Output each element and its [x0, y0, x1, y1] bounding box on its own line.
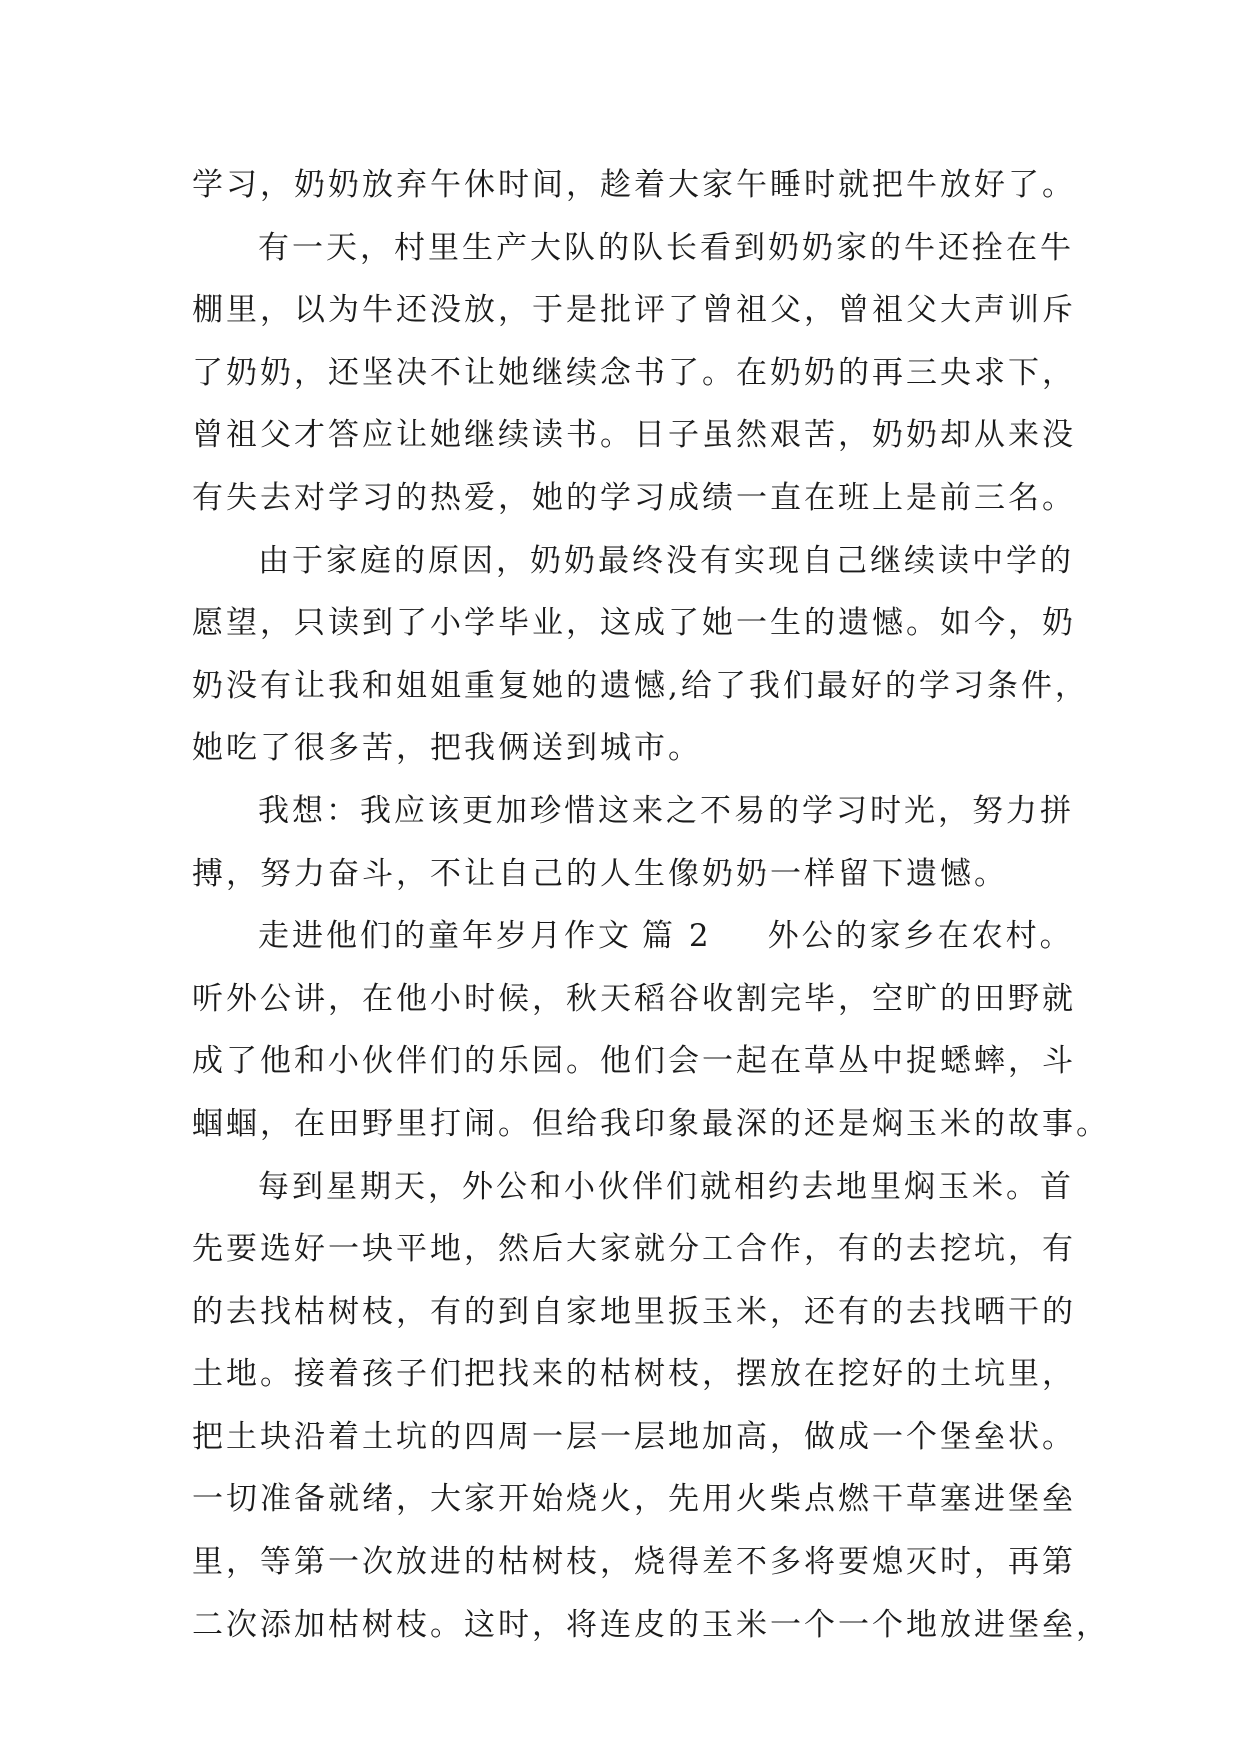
heading-continuation: 外公的家乡在农村。	[767, 918, 1074, 955]
essay-text	[192, 154, 1110, 1656]
text-line: 愿望，只读到了小学毕业，这成了她一生的遗憾。如今，奶	[192, 605, 1076, 642]
text-line: 听外公讲，在他小时候，秋天稻谷收割完毕，空旷的田野就	[192, 980, 1076, 1017]
text-line: 把土块沿着土坑的四周一层一层地加高，做成一个堡垒状。	[192, 1418, 1076, 1455]
text-line: 蝈蝈，在田野里打闹。但给我印象最深的还是焖玉米的故事。	[192, 1105, 1110, 1142]
text-line: 棚里，以为牛还没放，于是批评了曾祖父，曾祖父大声训斥	[192, 292, 1076, 329]
text-line: 了奶奶，还坚决不让她继续念书了。在奶奶的再三央求下，	[192, 354, 1076, 391]
text-line: 曾祖父才答应让她继续读书。日子虽然艰苦，奶奶却从来没	[192, 417, 1076, 454]
essay-title: 走进他们的童年岁月作文	[258, 918, 632, 955]
text-line: 里，等第一次放进的枯树枝，烧得差不多将要熄灭时，再第	[192, 1544, 1076, 1581]
text-line: 二次添加枯树枝。这时，将连皮的玉米一个一个地放进堡垒，	[192, 1606, 1110, 1643]
text-line: 学习，奶奶放弃午休时间，趁着大家午睡时就把牛放好了。	[192, 167, 1076, 203]
text-line: 奶没有让我和姐姐重复她的遗憾,给了我们最好的学习条件，	[192, 667, 1089, 704]
text-line: 的去找枯树枝，有的到自家地里扳玉米，还有的去找晒干的	[192, 1293, 1076, 1330]
text-line: 由于家庭的原因，奶奶最终没有实现自己继续读中学的	[258, 542, 1074, 579]
text-line: 一切准备就绪，大家开始烧火，先用火柴点燃干草塞进堡垒	[192, 1481, 1076, 1518]
essay-heading-line	[192, 905, 1074, 968]
text-line: 成了他和小伙伴们的乐园。他们会一起在草丛中捉蟋蟀，斗	[192, 1043, 1076, 1080]
text-line: 有一天，村里生产大队的队长看到奶奶家的牛还拴在牛	[258, 229, 1074, 266]
text-line: 我想：我应该更加珍惜这来之不易的学习时光，努力拼	[258, 792, 1074, 829]
text-line: 有失去对学习的热爱，她的学习成绩一直在班上是前三名。	[192, 479, 1076, 516]
text-line: 土地。接着孩子们把找来的枯树枝，摆放在挖好的土坑里，	[192, 1356, 1076, 1393]
text-line: 每到星期天，外公和小伙伴们就相约去地里焖玉米。首	[258, 1168, 1074, 1205]
text-line: 她吃了很多苦，把我俩送到城市。	[192, 730, 702, 767]
text-line: 先要选好一块平地，然后大家就分工合作，有的去挖坑，有	[192, 1231, 1076, 1268]
text-line: 搏，努力奋斗，不让自己的人生像奶奶一样留下遗憾。	[192, 855, 1008, 892]
section-label: 篇 2	[642, 918, 712, 955]
